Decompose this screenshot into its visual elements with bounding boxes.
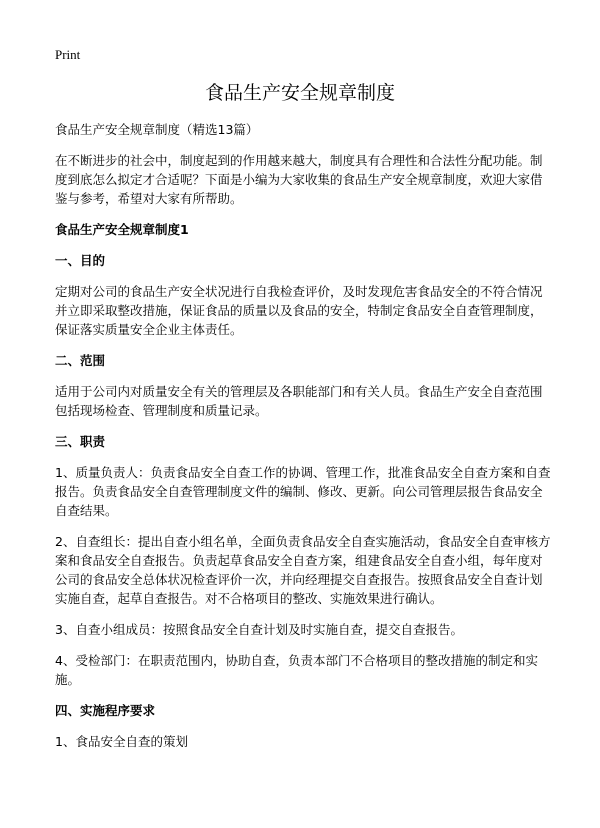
section-heading-scope: 二、范围	[55, 353, 106, 368]
duties-paragraph-4: 4、受检部门：在职责范围内，协助自查，负责本部门不合格项目的整改措施的制定和实施。	[55, 653, 538, 687]
section-heading-procedure: 四、实施程序要求	[55, 703, 156, 718]
duties-paragraph-2: 2、自查组长：提出自查小组名单，全面负责食品安全自查实施活动，食品安全自查审核方案和食品安全自查报告。负责起草食品安全自查方案，组建食品安全自查小组，每年度对公司的食品安全总体状况检查评价一次，并向经理提交自查报告。按照食品安全自查计划实施自查，起草自查报告。对不合格项目的整改、实施效果进行确认。	[55, 534, 551, 606]
document-body	[55, 120, 551, 763]
section-title: 食品生产安全规章制度1	[55, 222, 189, 237]
intro-paragraph: 在不断进步的社会中，制度起到的作用越来越大，制度具有合理性和合法性分配功能。制度到底怎么拟定才合适呢？下面是小编为大家收集的食品生产安全规章制度，欢迎大家借鉴与参考，希望对大家有所帮助。	[55, 153, 543, 206]
print-link[interactable]: Print	[55, 47, 81, 62]
duties-paragraph-3: 3、自查小组成员：按照食品安全自查计划及时实施自查，提交自查报告。	[55, 622, 463, 637]
duties-paragraph-1: 1、质量负责人：负责食品安全自查工作的协调、管理工作，批准食品安全自查方案和自查报告。负责食品安全自查管理制度文件的编制、修改、更新。向公司管理层报告食品安全自查结果。	[55, 465, 551, 518]
scope-paragraph: 适用于公司内对质量安全有关的管理层及各职能部门和有关人员。食品生产安全自查范围包括现场检查、管理制度和质量记录。	[55, 384, 543, 418]
section-heading-purpose: 一、目的	[55, 253, 106, 268]
page-title: 食品生产安全规章制度	[204, 82, 395, 104]
document-subtitle: 食品生产安全规章制度（精选13篇）	[55, 122, 259, 137]
purpose-paragraph: 定期对公司的食品生产安全状况进行自我检查评价，及时发现危害食品安全的不符合情况并立即采取整改措施，保证食品的质量以及食品的安全，特制定食品安全自查管理制度，保证落实质量安全企业主体责任。	[55, 284, 543, 337]
procedure-paragraph-1: 1、食品安全自查的策划	[55, 734, 188, 749]
section-heading-duties: 三、职责	[55, 434, 106, 449]
